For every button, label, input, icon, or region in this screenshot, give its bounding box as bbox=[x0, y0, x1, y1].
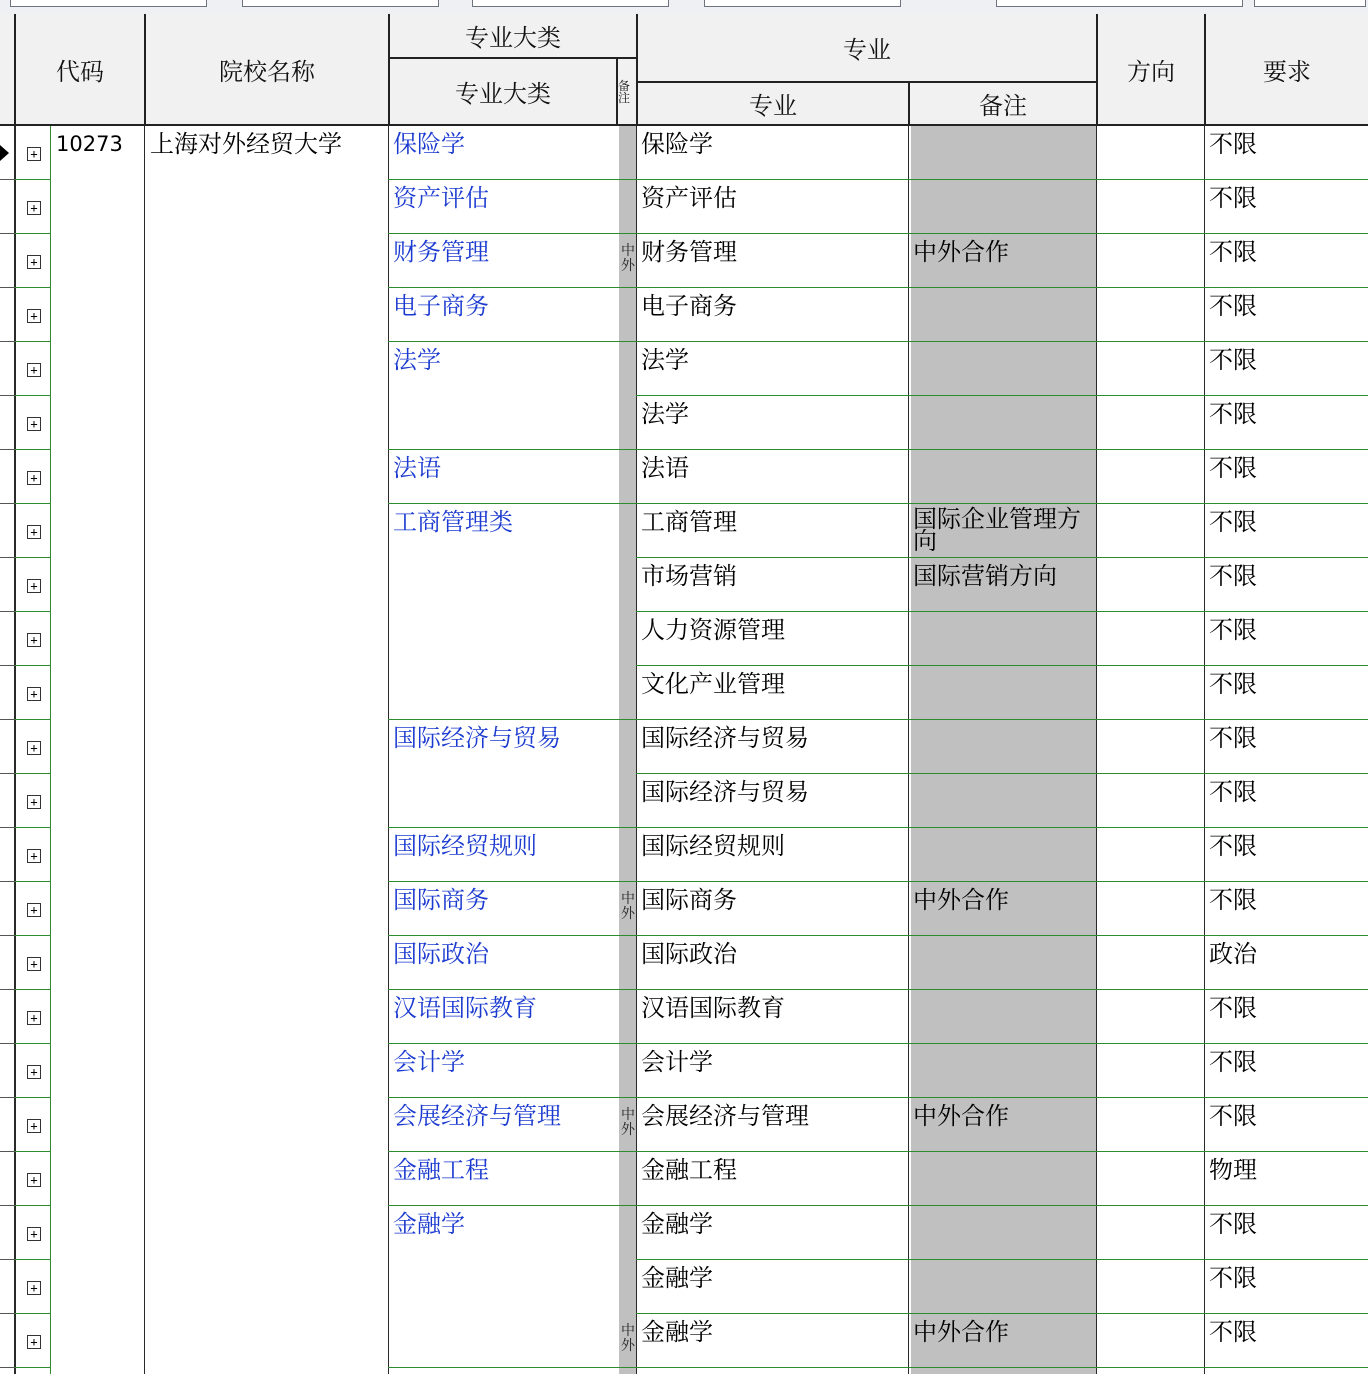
row-divider bbox=[15, 287, 50, 288]
row-divider bbox=[15, 935, 50, 936]
major-cell: 工商管理 bbox=[641, 508, 737, 536]
category-note-mark: 中外 bbox=[621, 891, 635, 922]
requirement-cell: 不限 bbox=[1209, 1318, 1257, 1346]
row-divider bbox=[636, 557, 1368, 558]
requirement-cell: 不限 bbox=[1209, 886, 1257, 914]
row-divider bbox=[15, 341, 50, 342]
category-divider bbox=[388, 1151, 636, 1152]
row-selector-divider bbox=[0, 665, 15, 666]
requirement-cell: 不限 bbox=[1209, 616, 1257, 644]
category-link[interactable]: 电子商务 bbox=[393, 292, 489, 320]
row-selector-divider bbox=[0, 341, 15, 342]
category-link[interactable]: 会计学 bbox=[393, 1048, 465, 1076]
requirement-cell: 不限 bbox=[1209, 1210, 1257, 1238]
row-divider bbox=[15, 179, 50, 180]
requirement-cell: 不限 bbox=[1209, 400, 1257, 428]
category-divider bbox=[388, 1205, 636, 1206]
row-divider bbox=[15, 611, 50, 612]
row-selector-header bbox=[0, 14, 16, 126]
requirement-cell: 不限 bbox=[1209, 130, 1257, 158]
category-link[interactable]: 会展经济与管理 bbox=[393, 1102, 561, 1130]
category-divider bbox=[388, 719, 636, 720]
major-cell: 国际商务 bbox=[641, 886, 737, 914]
category-divider bbox=[388, 179, 636, 180]
row-divider bbox=[15, 989, 50, 990]
row-divider bbox=[636, 827, 1368, 828]
category-link[interactable]: 汉语国际教育 bbox=[393, 994, 537, 1022]
requirement-cell: 政治 bbox=[1209, 940, 1257, 968]
remark-cell: 中外合作 bbox=[913, 1102, 1009, 1130]
filter-box[interactable] bbox=[472, 0, 669, 7]
requirement-cell: 不限 bbox=[1209, 454, 1257, 482]
row-selector-divider bbox=[0, 881, 15, 882]
major-cell: 金融学 bbox=[641, 1318, 713, 1346]
row-selector-divider bbox=[0, 773, 15, 774]
requirement-cell: 不限 bbox=[1209, 778, 1257, 806]
toolbar-strip bbox=[0, 0, 1368, 14]
row-divider bbox=[15, 665, 50, 666]
row-divider bbox=[636, 1313, 1368, 1314]
requirement-cell: 不限 bbox=[1209, 508, 1257, 536]
expand-row-icon[interactable]: + bbox=[27, 795, 41, 809]
row-selector-divider bbox=[0, 1367, 15, 1368]
row-selector-divider bbox=[0, 557, 15, 558]
requirement-cell: 物理 bbox=[1209, 1156, 1257, 1184]
requirement-cell: 不限 bbox=[1209, 1048, 1257, 1076]
school-name: 上海对外经贸大学 bbox=[150, 130, 342, 158]
row-divider bbox=[15, 233, 50, 234]
requirement-cell: 不限 bbox=[1209, 238, 1257, 266]
major-cell: 国际经济与贸易 bbox=[641, 724, 809, 752]
row-divider bbox=[15, 827, 50, 828]
requirement-cell: 不限 bbox=[1209, 832, 1257, 860]
header-school[interactable]: 院校名称 bbox=[146, 14, 390, 126]
remark-cell: 中外合作 bbox=[913, 238, 1009, 266]
major-cell: 会展经济与管理 bbox=[641, 1102, 809, 1130]
filter-box[interactable] bbox=[10, 0, 207, 7]
filter-box[interactable] bbox=[242, 0, 439, 7]
requirement-cell: 不限 bbox=[1209, 724, 1257, 752]
expand-row-icon[interactable]: + bbox=[27, 417, 41, 431]
remark-column bbox=[911, 126, 1096, 1374]
category-link[interactable]: 金融学 bbox=[393, 1210, 465, 1238]
row-divider bbox=[15, 395, 50, 396]
row-divider bbox=[15, 1043, 50, 1044]
category-link[interactable]: 工商管理类 bbox=[393, 508, 513, 536]
category-link[interactable]: 国际政治 bbox=[393, 940, 489, 968]
row-selector-divider bbox=[0, 1097, 15, 1098]
category-link[interactable]: 资产评估 bbox=[393, 184, 489, 212]
row-selector-divider bbox=[0, 989, 15, 990]
row-divider bbox=[15, 1313, 50, 1314]
header-major-group: 专业 bbox=[638, 14, 1098, 83]
row-divider bbox=[15, 449, 50, 450]
major-cell: 金融工程 bbox=[641, 1156, 737, 1184]
header-code[interactable]: 代码 bbox=[16, 14, 146, 126]
filter-dropdown[interactable] bbox=[996, 0, 1243, 7]
major-cell: 国际经济与贸易 bbox=[641, 778, 809, 806]
requirement-cell: 不限 bbox=[1209, 994, 1257, 1022]
header-remark[interactable]: 备注 bbox=[910, 83, 1098, 126]
row-divider bbox=[636, 449, 1368, 450]
header-category[interactable]: 专业大类 bbox=[390, 59, 618, 126]
major-cell: 财务管理 bbox=[641, 238, 737, 266]
row-selector-divider bbox=[0, 503, 15, 504]
major-cell: 国际政治 bbox=[641, 940, 737, 968]
category-divider bbox=[388, 233, 636, 234]
category-link[interactable]: 国际经济与贸易 bbox=[393, 724, 561, 752]
row-divider bbox=[636, 1259, 1368, 1260]
remark-cell: 国际营销方向 bbox=[913, 562, 1057, 590]
major-cell: 文化产业管理 bbox=[641, 670, 785, 698]
row-selector-column[interactable] bbox=[0, 126, 15, 1374]
row-divider bbox=[636, 1367, 1368, 1368]
expand-row-icon[interactable]: + bbox=[27, 309, 41, 323]
row-divider bbox=[636, 881, 1368, 882]
category-link[interactable]: 法学 bbox=[393, 346, 441, 374]
expand-row-icon[interactable]: + bbox=[27, 849, 41, 863]
row-divider bbox=[636, 287, 1368, 288]
major-cell: 法学 bbox=[641, 346, 689, 374]
major-cell: 人力资源管理 bbox=[641, 616, 785, 644]
category-divider bbox=[388, 341, 636, 342]
requirement-cell: 不限 bbox=[1209, 1264, 1257, 1292]
header-requirement[interactable]: 要求 bbox=[1206, 14, 1368, 126]
row-selector-divider bbox=[0, 1043, 15, 1044]
category-note-mark: 中外 bbox=[621, 1107, 635, 1138]
expand-row-icon[interactable]: + bbox=[27, 957, 41, 971]
school-code: 10273 bbox=[56, 132, 123, 156]
remark-cell: 国际企业管理方向 bbox=[913, 505, 1081, 555]
row-divider bbox=[15, 1097, 50, 1098]
row-divider bbox=[636, 341, 1368, 342]
header-category-group: 专业大类 bbox=[390, 14, 638, 59]
row-divider bbox=[636, 1151, 1368, 1152]
major-cell: 金融学 bbox=[641, 1210, 713, 1238]
row-selector-divider bbox=[0, 1259, 15, 1260]
row-selector-divider bbox=[0, 179, 15, 180]
expand-row-icon[interactable]: + bbox=[27, 147, 41, 161]
row-divider bbox=[636, 773, 1368, 774]
major-cell: 金融学 bbox=[641, 1264, 713, 1292]
row-divider bbox=[15, 503, 50, 504]
category-link[interactable]: 财务管理 bbox=[393, 238, 489, 266]
expand-row-icon[interactable]: + bbox=[27, 201, 41, 215]
header-category-note[interactable]: 备注 bbox=[618, 59, 638, 126]
row-divider bbox=[15, 557, 50, 558]
row-divider bbox=[15, 1367, 50, 1368]
row-selector-divider bbox=[0, 233, 15, 234]
row-selector-divider bbox=[0, 449, 15, 450]
category-link[interactable]: 法语 bbox=[393, 454, 441, 482]
category-divider bbox=[388, 287, 636, 288]
expand-row-icon[interactable]: + bbox=[27, 579, 41, 593]
category-divider bbox=[388, 1043, 636, 1044]
category-note-column bbox=[619, 126, 636, 1374]
remark-cell: 中外合作 bbox=[913, 1318, 1009, 1346]
expand-row-icon[interactable]: + bbox=[27, 633, 41, 647]
expand-row-icon[interactable]: + bbox=[27, 363, 41, 377]
category-divider bbox=[388, 1367, 636, 1368]
category-divider bbox=[388, 503, 636, 504]
row-divider bbox=[636, 1205, 1368, 1206]
row-divider bbox=[636, 233, 1368, 234]
filter-box[interactable] bbox=[704, 0, 901, 7]
row-divider bbox=[636, 503, 1368, 504]
row-divider bbox=[636, 395, 1368, 396]
major-cell: 法语 bbox=[641, 454, 689, 482]
expand-row-icon[interactable]: + bbox=[27, 1065, 41, 1079]
row-divider bbox=[636, 665, 1368, 666]
expand-row-icon[interactable]: + bbox=[27, 903, 41, 917]
row-divider bbox=[15, 1205, 50, 1206]
row-divider bbox=[636, 611, 1368, 612]
filter-button[interactable] bbox=[1254, 0, 1366, 7]
expand-row-icon[interactable]: + bbox=[27, 1335, 41, 1349]
row-divider bbox=[636, 719, 1368, 720]
expand-row-icon[interactable]: + bbox=[27, 687, 41, 701]
row-divider bbox=[636, 989, 1368, 990]
major-cell: 汉语国际教育 bbox=[641, 994, 785, 1022]
major-cell: 资产评估 bbox=[641, 184, 737, 212]
major-cell: 国际经贸规则 bbox=[641, 832, 785, 860]
expand-row-icon[interactable]: + bbox=[27, 1011, 41, 1025]
row-divider bbox=[636, 1097, 1368, 1098]
requirement-cell: 不限 bbox=[1209, 292, 1257, 320]
expand-row-icon[interactable]: + bbox=[27, 741, 41, 755]
expand-row-icon[interactable]: + bbox=[27, 525, 41, 539]
row-divider bbox=[15, 773, 50, 774]
row-selector-divider bbox=[0, 1313, 15, 1314]
expand-row-icon[interactable]: + bbox=[27, 1281, 41, 1295]
row-selector-divider bbox=[0, 1151, 15, 1152]
grid-header bbox=[0, 14, 1368, 126]
category-divider bbox=[388, 935, 636, 936]
row-divider bbox=[15, 1259, 50, 1260]
row-divider bbox=[636, 1043, 1368, 1044]
category-link[interactable]: 国际经贸规则 bbox=[393, 832, 537, 860]
category-divider bbox=[388, 1097, 636, 1098]
row-divider bbox=[636, 179, 1368, 180]
header-major[interactable]: 专业 bbox=[638, 83, 910, 126]
remark-cell: 中外合作 bbox=[913, 886, 1009, 914]
category-divider bbox=[388, 881, 636, 882]
row-selector-divider bbox=[0, 935, 15, 936]
requirement-cell: 不限 bbox=[1209, 562, 1257, 590]
requirement-cell: 不限 bbox=[1209, 346, 1257, 374]
major-cell: 电子商务 bbox=[641, 292, 737, 320]
category-link[interactable]: 保险学 bbox=[393, 130, 465, 158]
major-cell: 法学 bbox=[641, 400, 689, 428]
row-selector-divider bbox=[0, 827, 15, 828]
row-selector-divider bbox=[0, 395, 15, 396]
requirement-cell: 不限 bbox=[1209, 184, 1257, 212]
major-cell: 保险学 bbox=[641, 130, 713, 158]
row-divider bbox=[15, 719, 50, 720]
major-cell: 市场营销 bbox=[641, 562, 737, 590]
row-selector-divider bbox=[0, 719, 15, 720]
category-link[interactable]: 金融工程 bbox=[393, 1156, 489, 1184]
row-selector-divider bbox=[0, 611, 15, 612]
category-divider bbox=[388, 827, 636, 828]
category-divider bbox=[388, 989, 636, 990]
category-note-mark: 中外 bbox=[621, 1323, 635, 1354]
row-divider bbox=[15, 881, 50, 882]
header-direction[interactable]: 方向 bbox=[1098, 14, 1206, 126]
category-divider bbox=[388, 449, 636, 450]
row-selector-divider bbox=[0, 1205, 15, 1206]
row-divider bbox=[15, 1151, 50, 1152]
current-row-indicator-icon bbox=[0, 145, 9, 161]
major-cell: 会计学 bbox=[641, 1048, 713, 1076]
expand-row-icon[interactable]: + bbox=[27, 471, 41, 485]
category-note-mark: 中外 bbox=[621, 243, 635, 274]
row-divider bbox=[636, 935, 1368, 936]
expand-row-icon[interactable]: + bbox=[27, 1173, 41, 1187]
category-link[interactable]: 国际商务 bbox=[393, 886, 489, 914]
requirement-cell: 不限 bbox=[1209, 670, 1257, 698]
requirement-cell: 不限 bbox=[1209, 1102, 1257, 1130]
row-selector-divider bbox=[0, 287, 15, 288]
expand-row-icon[interactable]: + bbox=[27, 255, 41, 269]
expand-row-icon[interactable]: + bbox=[27, 1227, 41, 1241]
expand-row-icon[interactable]: + bbox=[27, 1119, 41, 1133]
